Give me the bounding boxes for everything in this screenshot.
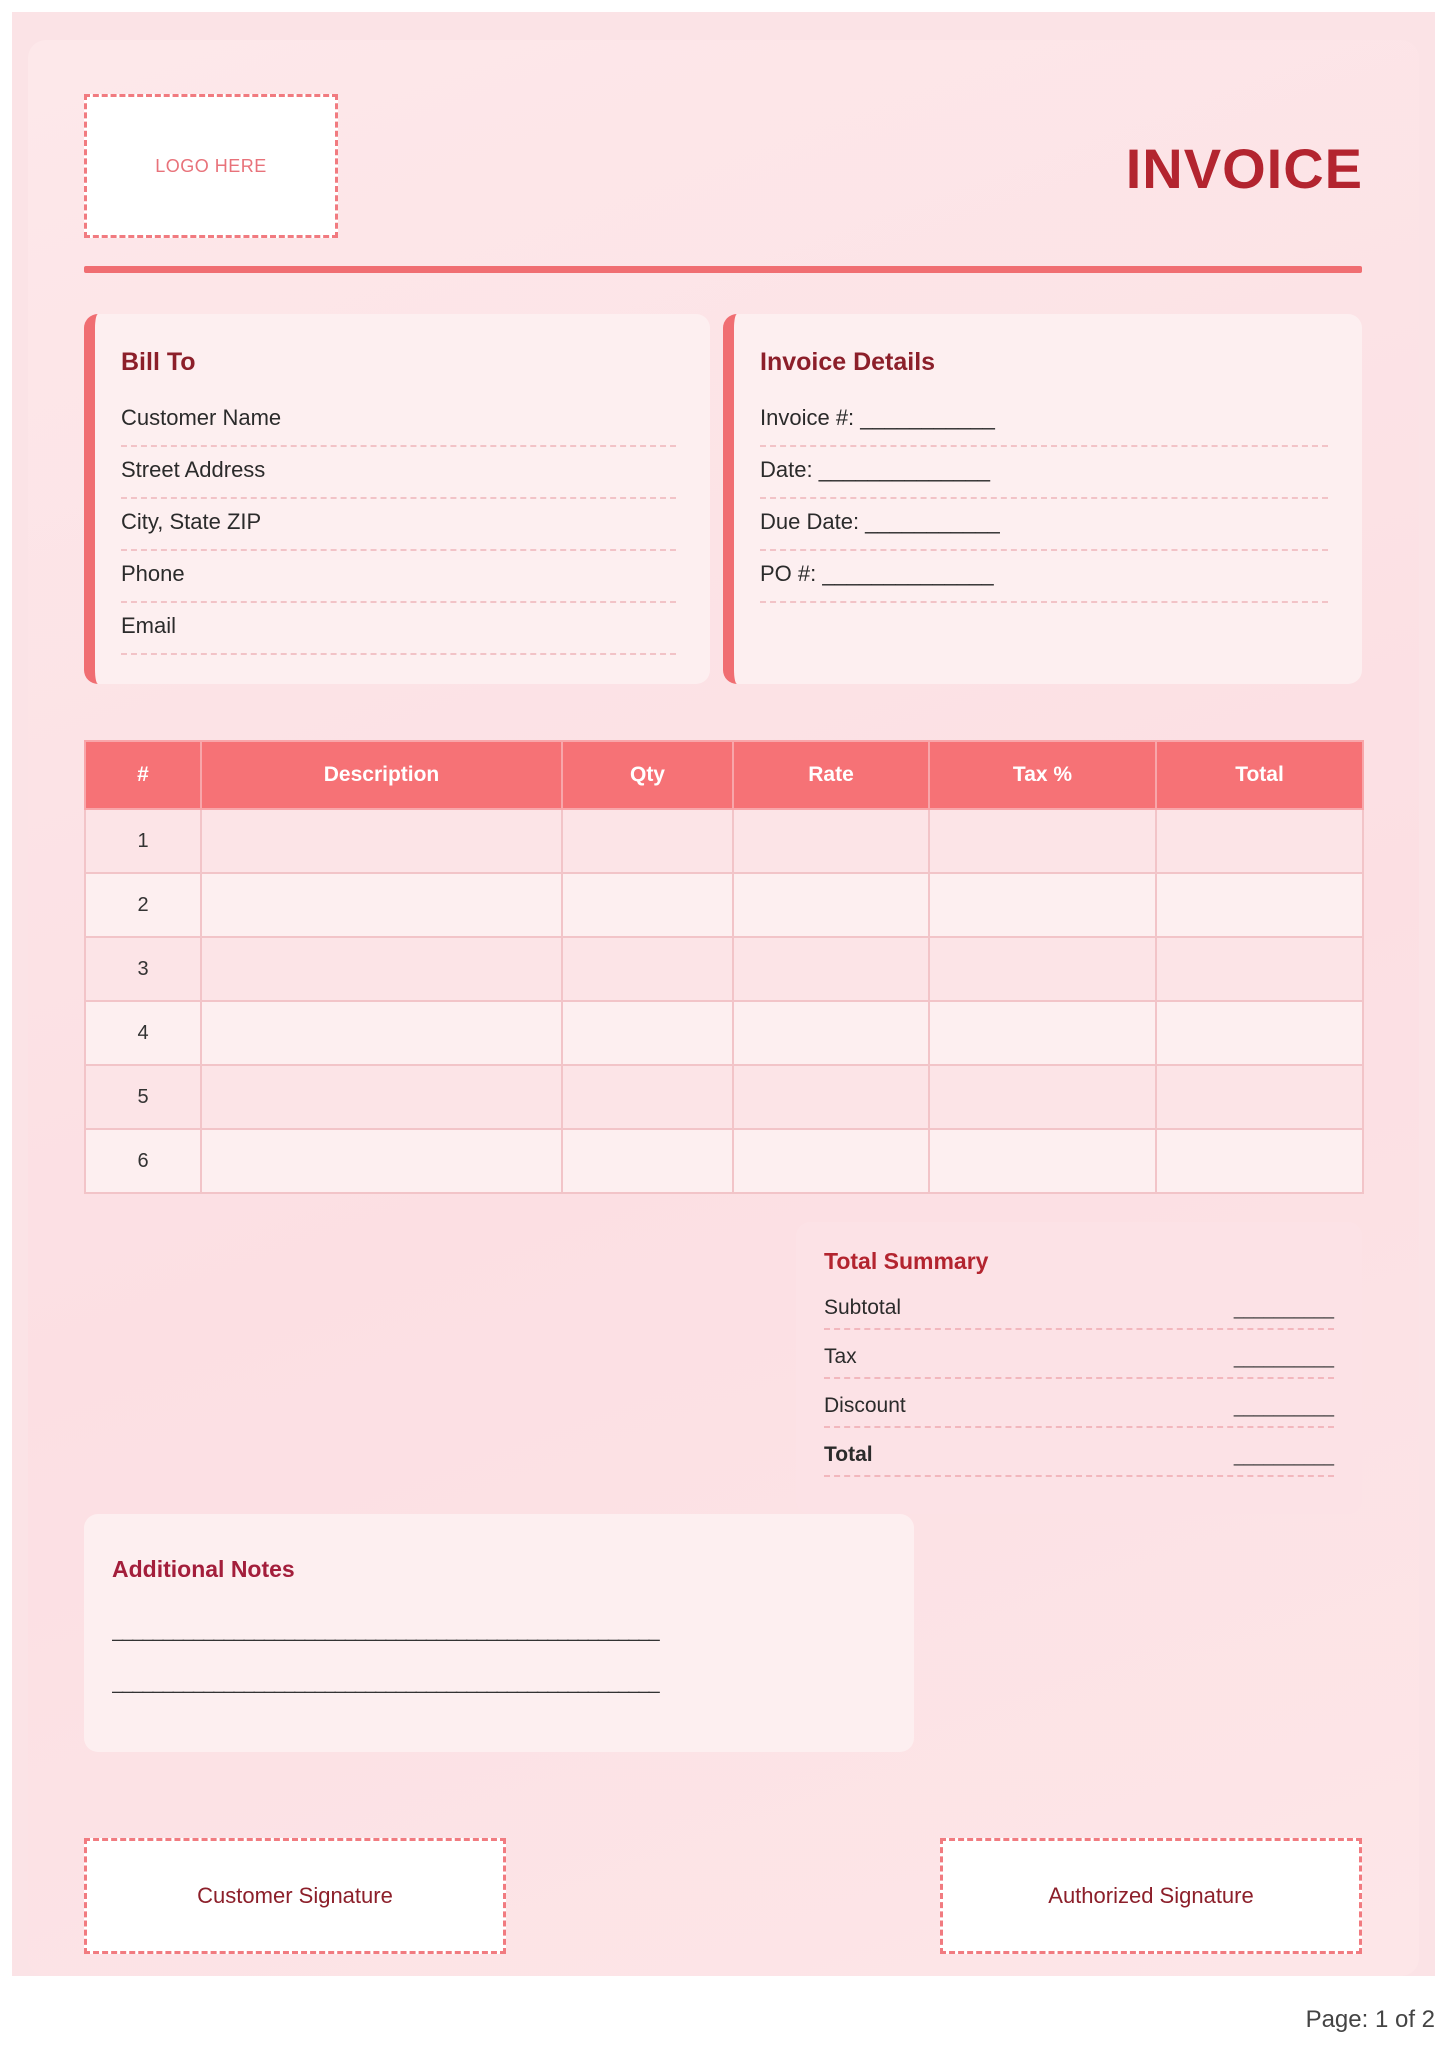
total-summary-title: Total Summary <box>824 1248 989 1274</box>
description-cell[interactable] <box>201 1129 562 1193</box>
col-header-tax: Tax % <box>929 741 1156 809</box>
table-row <box>85 809 1363 873</box>
tax-cell[interactable] <box>929 1065 1156 1129</box>
tax-cell[interactable] <box>929 873 1156 937</box>
summary-row-subtotal <box>824 1281 1334 1330</box>
customer-signature-box[interactable] <box>84 1838 506 1954</box>
bill-to-street-address[interactable]: Street Address <box>121 447 676 499</box>
table-header-row <box>85 741 1363 809</box>
bill-to-customer-name[interactable]: Customer Name <box>121 395 676 447</box>
description-cell[interactable] <box>201 937 562 1001</box>
total-value[interactable]: __________ <box>1233 1446 1334 1466</box>
invoice-po-field[interactable]: PO #: ______________ <box>760 551 1328 603</box>
total-label: Total <box>824 1443 873 1466</box>
bill-to-city-state-zip[interactable]: City, State ZIP <box>121 499 676 551</box>
invoice-details-card <box>723 314 1362 684</box>
total-cell[interactable] <box>1156 809 1363 873</box>
rate-cell[interactable] <box>733 873 929 937</box>
total-cell[interactable] <box>1156 1065 1363 1129</box>
bill-to-title: Bill To <box>121 348 196 376</box>
description-cell[interactable] <box>201 873 562 937</box>
bill-to-phone[interactable]: Phone <box>121 551 676 603</box>
col-header-description: Description <box>201 741 562 809</box>
total-cell[interactable] <box>1156 1129 1363 1193</box>
notes-line[interactable]: ______________________________________________________ <box>112 1620 659 1642</box>
logo-placeholder[interactable] <box>84 94 338 238</box>
rate-cell[interactable] <box>733 1001 929 1065</box>
rate-cell[interactable] <box>733 1065 929 1129</box>
subtotal-value[interactable]: __________ <box>1233 1299 1334 1319</box>
qty-cell[interactable] <box>562 809 733 873</box>
authorized-signature-label: Authorized Signature <box>1048 1883 1254 1908</box>
invoice-date-field[interactable]: Date: ______________ <box>760 447 1328 499</box>
authorized-signature-box[interactable] <box>940 1838 1362 1954</box>
row-number: 3 <box>85 937 201 1001</box>
table-row <box>85 1001 1363 1065</box>
bill-to-email[interactable]: Email <box>121 603 676 655</box>
table-row <box>85 1129 1363 1193</box>
qty-cell[interactable] <box>562 1129 733 1193</box>
line-items-table <box>84 740 1364 1194</box>
col-header-rate: Rate <box>733 741 929 809</box>
total-cell[interactable] <box>1156 937 1363 1001</box>
col-header-qty: Qty <box>562 741 733 809</box>
bill-to-card <box>84 314 710 684</box>
tax-cell[interactable] <box>929 809 1156 873</box>
additional-notes-box <box>84 1514 914 1752</box>
qty-cell[interactable] <box>562 937 733 1001</box>
total-cell[interactable] <box>1156 873 1363 937</box>
row-number: 6 <box>85 1129 201 1193</box>
description-cell[interactable] <box>201 809 562 873</box>
tax-cell[interactable] <box>929 1129 1156 1193</box>
rate-cell[interactable] <box>733 937 929 1001</box>
row-number: 1 <box>85 809 201 873</box>
invoice-due-date-field[interactable]: Due Date: ___________ <box>760 499 1328 551</box>
invoice-details-title: Invoice Details <box>760 348 936 376</box>
summary-row-tax <box>824 1330 1334 1379</box>
subtotal-label: Subtotal <box>824 1296 902 1319</box>
tax-label: Tax <box>824 1345 857 1368</box>
total-cell[interactable] <box>1156 1001 1363 1065</box>
rate-cell[interactable] <box>733 809 929 873</box>
table-row <box>85 873 1363 937</box>
header-divider <box>84 266 1362 273</box>
rate-cell[interactable] <box>733 1129 929 1193</box>
description-cell[interactable] <box>201 1065 562 1129</box>
logo-placeholder-text: LOGO HERE <box>155 155 267 176</box>
col-header-total: Total <box>1156 741 1363 809</box>
tax-cell[interactable] <box>929 1001 1156 1065</box>
discount-label: Discount <box>824 1394 906 1417</box>
additional-notes-title: Additional Notes <box>112 1556 295 1582</box>
total-summary-box <box>796 1222 1362 1514</box>
qty-cell[interactable] <box>562 873 733 937</box>
tax-value[interactable]: __________ <box>1233 1348 1334 1368</box>
description-cell[interactable] <box>201 1001 562 1065</box>
col-header-number: # <box>85 741 201 809</box>
page-number: Page: 1 of 2 <box>1305 2006 1435 2033</box>
summary-row-total <box>824 1428 1334 1477</box>
discount-value[interactable]: __________ <box>1233 1397 1334 1417</box>
invoice-number-field[interactable]: Invoice #: ___________ <box>760 395 1328 447</box>
table-row <box>85 1065 1363 1129</box>
tax-cell[interactable] <box>929 937 1156 1001</box>
invoice-title: INVOICE <box>1125 137 1363 200</box>
row-number: 5 <box>85 1065 201 1129</box>
notes-line[interactable]: ______________________________________________________ <box>112 1672 659 1694</box>
qty-cell[interactable] <box>562 1001 733 1065</box>
table-row <box>85 937 1363 1001</box>
row-number: 2 <box>85 873 201 937</box>
summary-row-discount <box>824 1379 1334 1428</box>
customer-signature-label: Customer Signature <box>197 1883 393 1908</box>
row-number: 4 <box>85 1001 201 1065</box>
qty-cell[interactable] <box>562 1065 733 1129</box>
